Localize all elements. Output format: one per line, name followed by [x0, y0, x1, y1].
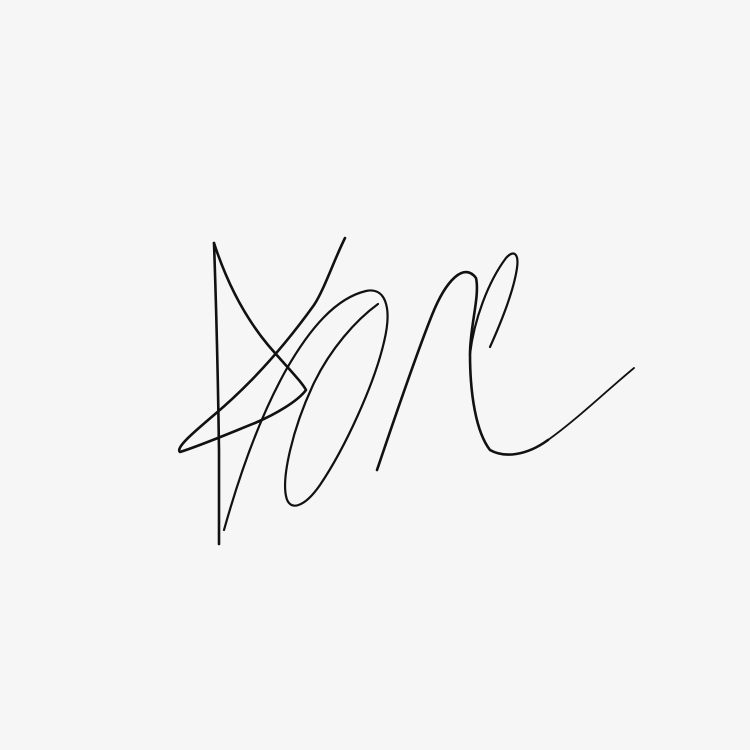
signature-stroke-tail [548, 368, 634, 440]
signature-stroke-right-hump [377, 272, 548, 470]
signature-stroke-left-vertical [214, 243, 219, 544]
signature-stroke-top-loop [470, 253, 517, 354]
signature-strokes [179, 238, 634, 544]
signature-stroke-middle-descender [224, 290, 388, 530]
